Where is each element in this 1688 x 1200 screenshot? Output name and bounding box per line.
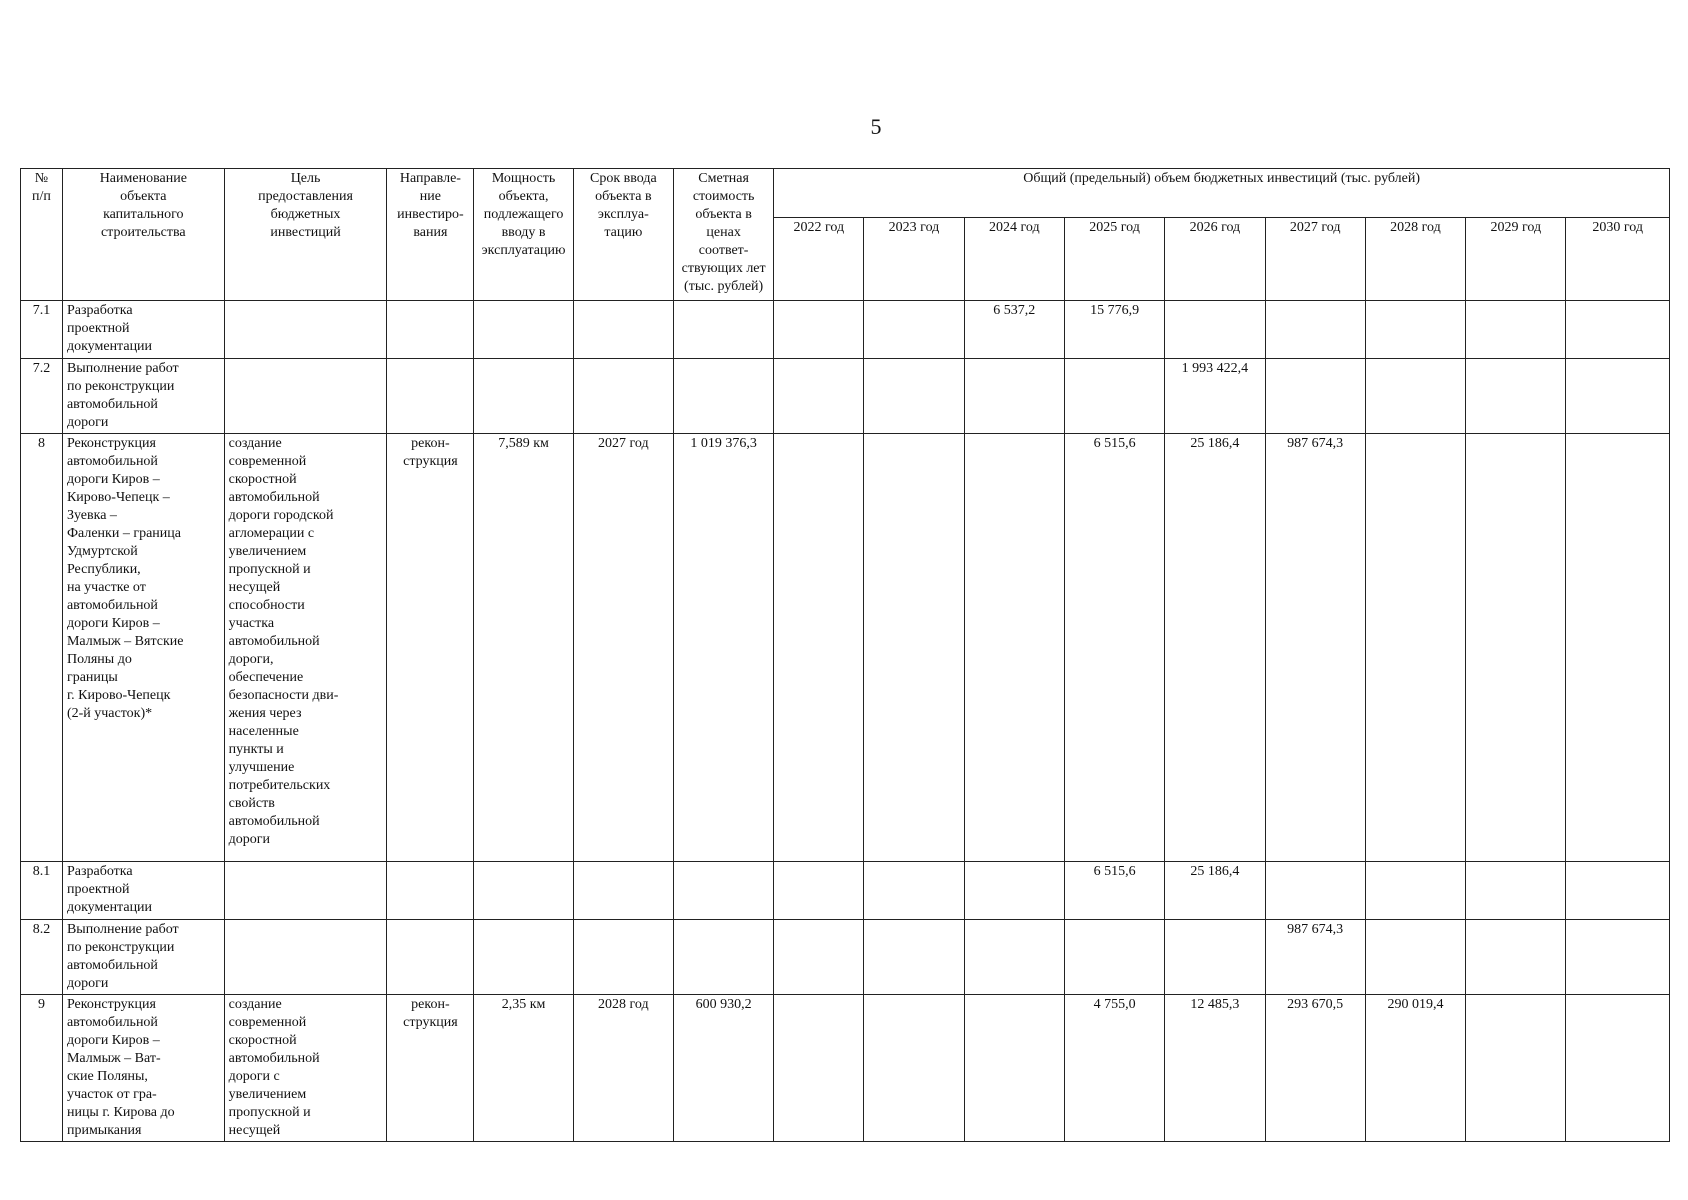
row-year-value [1566, 995, 1670, 1142]
header-year: 2023 год [864, 218, 964, 301]
header-total-investment: Общий (предельный) объем бюджетных инвестиций (тыс. рублей) [774, 169, 1670, 218]
row-year-value [1466, 862, 1566, 920]
row-year-value [1466, 359, 1566, 434]
table-row [21, 434, 1670, 862]
row-year-value [964, 995, 1064, 1142]
row-year-value [864, 995, 964, 1142]
row-direction: рекон- струкция [387, 434, 474, 862]
row-year-value [1165, 920, 1265, 995]
row-cost: 1 019 376,3 [673, 434, 773, 862]
row-year-value [774, 995, 864, 1142]
row-term [573, 359, 673, 434]
row-year-value [774, 920, 864, 995]
row-cost [673, 301, 773, 359]
row-year-value: 15 776,9 [1064, 301, 1164, 359]
page-number: 5 [870, 114, 882, 139]
row-year-value [1566, 301, 1670, 359]
row-year-value: 6 515,6 [1064, 862, 1164, 920]
row-year-value [1365, 434, 1465, 862]
row-year-value [1566, 359, 1670, 434]
row-year-value [864, 359, 964, 434]
row-year-value [1064, 920, 1164, 995]
row-capacity [474, 301, 573, 359]
header-year: 2024 год [964, 218, 1064, 301]
row-year-value [1365, 920, 1465, 995]
row-year-value: 4 755,0 [1064, 995, 1164, 1142]
table-row [21, 301, 1670, 359]
row-year-value [1265, 301, 1365, 359]
row-goal [224, 920, 387, 995]
row-year-value [1365, 359, 1465, 434]
row-num: 7.1 [21, 301, 63, 359]
row-object-name: Выполнение работ по реконструкции автомобильной дороги [62, 920, 224, 995]
header-cost: Сметная стоимость объекта в ценах соответ- ствующих лет (тыс. рублей) [673, 169, 773, 301]
row-goal [224, 301, 387, 359]
header-row [21, 169, 1670, 218]
header-term: Срок ввода объекта в эксплуа- тацию [573, 169, 673, 301]
row-year-value [964, 434, 1064, 862]
row-year-value [1265, 359, 1365, 434]
row-term [573, 301, 673, 359]
row-num: 7.2 [21, 359, 63, 434]
row-year-value [1566, 920, 1670, 995]
row-direction [387, 862, 474, 920]
row-cost [673, 862, 773, 920]
row-num: 8 [21, 434, 63, 862]
row-year-value: 987 674,3 [1265, 434, 1365, 862]
row-year-value [1466, 301, 1566, 359]
table-row [21, 995, 1670, 1142]
row-term [573, 920, 673, 995]
row-year-value [1466, 434, 1566, 862]
row-object-name: Реконструкция автомобильной дороги Киров – Малмыж – Ват- ские Поляны, участок от гра- ницы г. Кирова до примыкания [62, 995, 224, 1142]
row-goal: создание современной скоростной автомобильной дороги с увеличением пропускной и несущей [224, 995, 387, 1142]
header-year: 2025 год [1064, 218, 1164, 301]
row-direction [387, 359, 474, 434]
row-object-name: Выполнение работ по реконструкции автомобильной дороги [62, 359, 224, 434]
row-goal [224, 862, 387, 920]
table-row [21, 862, 1670, 920]
row-cost [673, 359, 773, 434]
row-year-value [964, 862, 1064, 920]
row-year-value [774, 359, 864, 434]
header-year: 2026 год [1165, 218, 1265, 301]
header-num: № п/п [21, 169, 63, 301]
row-year-value [1265, 862, 1365, 920]
row-num: 9 [21, 995, 63, 1142]
row-cost [673, 920, 773, 995]
row-year-value: 987 674,3 [1265, 920, 1365, 995]
header-year: 2030 год [1566, 218, 1670, 301]
row-year-value [774, 434, 864, 862]
row-year-value [964, 359, 1064, 434]
row-year-value [1466, 920, 1566, 995]
row-direction [387, 301, 474, 359]
row-object-name: Разработка проектной документации [62, 301, 224, 359]
row-direction [387, 920, 474, 995]
table-row [21, 359, 1670, 434]
header-object-name: Наименование объекта капитального строительства [62, 169, 224, 301]
row-year-value [964, 920, 1064, 995]
row-cost: 600 930,2 [673, 995, 773, 1142]
row-year-value [1566, 862, 1670, 920]
row-year-value [774, 301, 864, 359]
row-object-name: Разработка проектной документации [62, 862, 224, 920]
row-year-value: 293 670,5 [1265, 995, 1365, 1142]
row-year-value [1466, 995, 1566, 1142]
row-term: 2028 год [573, 995, 673, 1142]
table-row [21, 920, 1670, 995]
row-direction: рекон- струкция [387, 995, 474, 1142]
row-capacity [474, 359, 573, 434]
row-year-value [864, 862, 964, 920]
header-direction: Направле- ние инвестиро- вания [387, 169, 474, 301]
row-year-value [1165, 301, 1265, 359]
row-year-value [1365, 862, 1465, 920]
row-year-value: 25 186,4 [1165, 862, 1265, 920]
row-year-value: 25 186,4 [1165, 434, 1265, 862]
budget-investment-table [20, 168, 1670, 1142]
header-year: 2027 год [1265, 218, 1365, 301]
row-capacity [474, 920, 573, 995]
row-year-value [774, 862, 864, 920]
row-capacity: 2,35 км [474, 995, 573, 1142]
row-year-value [864, 434, 964, 862]
row-num: 8.2 [21, 920, 63, 995]
row-term: 2027 год [573, 434, 673, 862]
header-goal: Цель предоставления бюджетных инвестиций [224, 169, 387, 301]
row-goal: создание современной скоростной автомобильной дороги городской агломерации с увеличением пропускной и несущей способности участка автомобильной дороги, обеспечение безопасности дви- жения через населенные пункты и улучшение потребительских свойств автомобильной дороги [224, 434, 387, 862]
header-year: 2028 год [1365, 218, 1465, 301]
row-year-value: 1 993 422,4 [1165, 359, 1265, 434]
row-year-value [864, 920, 964, 995]
row-year-value [864, 301, 964, 359]
header-capacity: Мощность объекта, подлежащего вводу в эксплуатацию [474, 169, 573, 301]
row-year-value: 290 019,4 [1365, 995, 1465, 1142]
row-capacity: 7,589 км [474, 434, 573, 862]
row-year-value [1064, 359, 1164, 434]
row-capacity [474, 862, 573, 920]
header-year: 2029 год [1466, 218, 1566, 301]
row-num: 8.1 [21, 862, 63, 920]
row-year-value: 6 515,6 [1064, 434, 1164, 862]
header-year: 2022 год [774, 218, 864, 301]
row-year-value [1365, 301, 1465, 359]
row-goal [224, 359, 387, 434]
row-object-name: Реконструкция автомобильной дороги Киров – Кирово-Чепецк – Зуевка – Фаленки – граница Удмуртской Республики, на участке от автомобильной дороги Киров – Малмыж – Вятские Поляны до границы г. Кирово-Чепецк (2-й участок)* [62, 434, 224, 862]
row-term [573, 862, 673, 920]
row-year-value: 12 485,3 [1165, 995, 1265, 1142]
row-year-value: 6 537,2 [964, 301, 1064, 359]
row-year-value [1566, 434, 1670, 862]
